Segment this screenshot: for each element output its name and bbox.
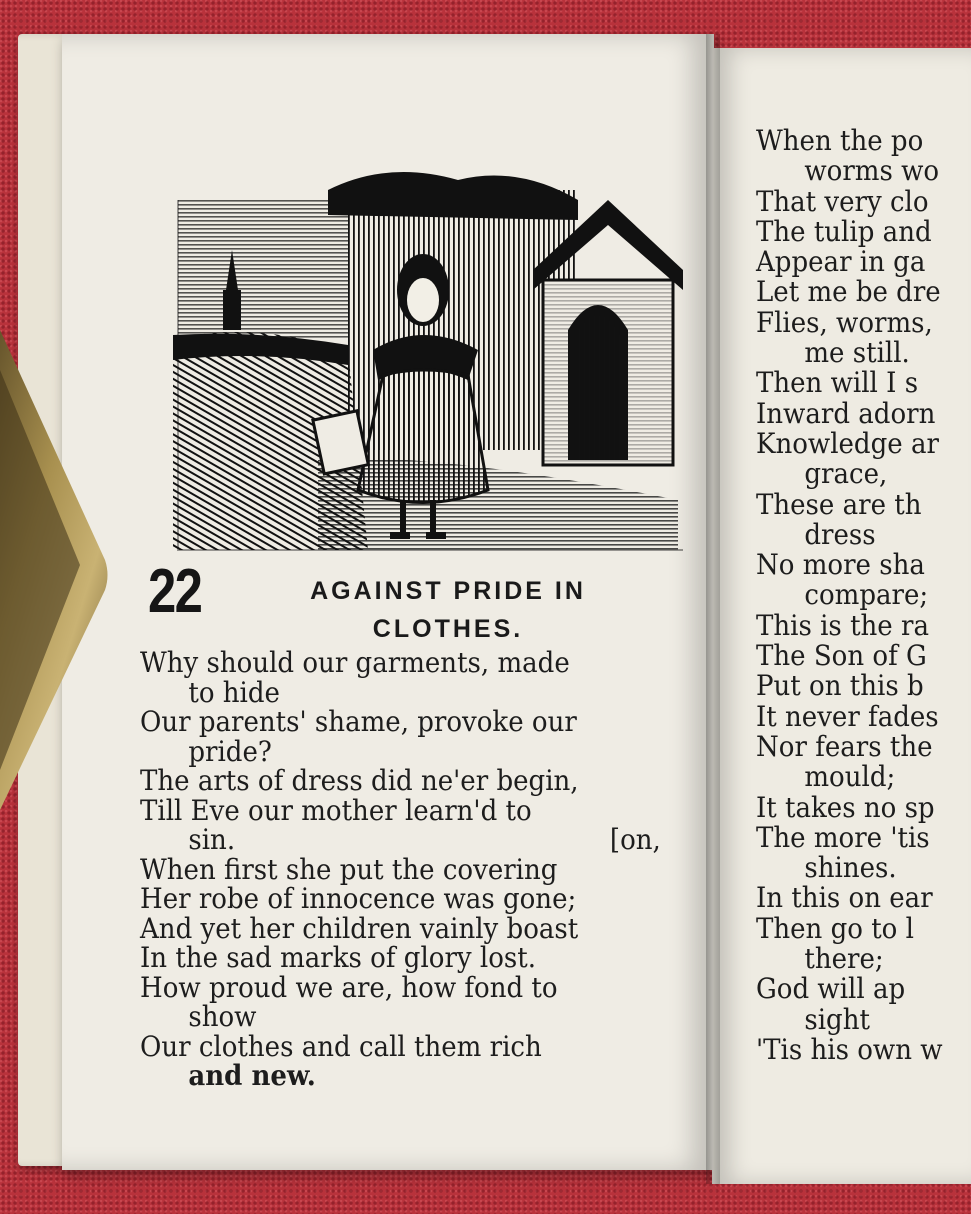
poem-line-text: Why should our garments, made bbox=[140, 646, 570, 679]
poem-line bbox=[140, 825, 661, 855]
poem-line-text: pride? bbox=[188, 734, 272, 768]
poem-line bbox=[140, 943, 661, 973]
poem-line-text: Nor fears the bbox=[756, 729, 933, 763]
poem-line bbox=[756, 156, 971, 186]
poem-line-text: Knowledge ar bbox=[756, 426, 939, 460]
poem-line bbox=[140, 707, 661, 737]
poem-line bbox=[140, 1029, 661, 1063]
poem-line-text: there; bbox=[804, 942, 884, 976]
poem-line-text: It never fades bbox=[756, 699, 939, 733]
poem-line bbox=[140, 911, 661, 945]
poem-line-text: shines. bbox=[804, 851, 897, 885]
poem-line bbox=[140, 884, 661, 914]
poem-line-text: Then will I s bbox=[756, 366, 919, 400]
poem-line bbox=[756, 550, 971, 580]
poem-line-text: me still. bbox=[804, 336, 910, 370]
poem-line-text: And yet her children vainly boast bbox=[140, 911, 579, 945]
poem-line-text: sight bbox=[804, 1002, 870, 1036]
woodcut-illustration bbox=[168, 160, 688, 560]
poem-line-text: and new. bbox=[188, 1059, 316, 1092]
poem-line bbox=[756, 214, 971, 248]
poem-line-text: The Son of G bbox=[756, 639, 927, 673]
poem-line bbox=[756, 459, 971, 489]
poem-line-text: Then go to l bbox=[756, 911, 914, 945]
poem-line bbox=[756, 338, 971, 368]
poem-line bbox=[756, 641, 971, 671]
poem-line-text: mould; bbox=[804, 760, 896, 794]
poem-line bbox=[756, 883, 971, 913]
poem-line bbox=[140, 970, 661, 1004]
poem-line bbox=[756, 911, 971, 945]
poem-line-text: worms wo bbox=[804, 154, 940, 188]
brass-clasp bbox=[0, 330, 110, 810]
poem-line bbox=[756, 126, 971, 156]
poem-line bbox=[140, 1061, 661, 1091]
poem-line-text: When first she put the covering bbox=[140, 852, 558, 886]
poem-line-text: Her robe of innocence was gone; bbox=[140, 882, 577, 915]
poem-line bbox=[756, 729, 971, 763]
poem-line bbox=[140, 734, 661, 768]
poem-line bbox=[756, 671, 971, 701]
poem-line bbox=[756, 699, 971, 733]
poem-line bbox=[140, 1002, 661, 1032]
poem-line bbox=[756, 517, 971, 551]
poem-line-text: Flies, worms, bbox=[756, 305, 933, 339]
poem-line bbox=[140, 675, 661, 709]
poem-line-text: The tulip and bbox=[756, 214, 932, 248]
poem-line-text: to hide bbox=[188, 675, 280, 709]
poem-line bbox=[756, 762, 971, 792]
poem-line bbox=[756, 820, 971, 854]
poem-line-text: No more sha bbox=[756, 548, 925, 582]
hymn-title-line-2: CLOTHES. bbox=[372, 615, 524, 643]
poem-line-text: The more 'tis bbox=[756, 820, 930, 854]
poem-line bbox=[756, 305, 971, 339]
poem-line bbox=[756, 580, 971, 610]
poem-line-text: Appear in ga bbox=[756, 245, 926, 279]
poem-line bbox=[756, 277, 971, 307]
poem-line-text: This is the ra bbox=[756, 608, 929, 642]
poem-line-text: When the po bbox=[756, 124, 924, 157]
poem-line-text: Our clothes and call them rich bbox=[140, 1029, 542, 1063]
poem-line-text: 'Tis his own w bbox=[756, 1032, 943, 1066]
poem-line bbox=[140, 766, 661, 796]
poem-line bbox=[756, 184, 971, 218]
poem-line bbox=[756, 1002, 971, 1036]
poem-line-text: The arts of dress did ne'er begin, bbox=[140, 764, 579, 797]
poem-line bbox=[756, 974, 971, 1004]
poem-line-text: It takes no sp bbox=[756, 790, 935, 824]
poem-line-text: dress bbox=[804, 517, 876, 551]
poem-line-text: God will ap bbox=[756, 972, 906, 1006]
poem-line bbox=[756, 396, 971, 430]
poem-line-text: grace, bbox=[804, 457, 888, 491]
poem-line bbox=[140, 648, 661, 678]
poem-line bbox=[756, 247, 971, 277]
poem-line bbox=[756, 426, 971, 460]
poem-line bbox=[756, 487, 971, 521]
poem-line-text: show bbox=[188, 1000, 257, 1033]
poem-line-text: In the sad marks of glory lost. bbox=[140, 941, 536, 974]
poem-line-text: Our parents' shame, provoke our bbox=[140, 705, 577, 738]
poem-line bbox=[756, 1032, 971, 1066]
poem-line-text: In this on ear bbox=[756, 881, 933, 915]
catchword: [on, bbox=[609, 823, 661, 856]
poem-line bbox=[756, 368, 971, 398]
poem-line-text: Put on this b bbox=[756, 669, 924, 703]
poem-line-text: That very clo bbox=[756, 184, 929, 218]
poem-line bbox=[140, 852, 661, 886]
poem-line-text: How proud we are, how fond to bbox=[140, 970, 558, 1004]
right-page-clip bbox=[712, 48, 971, 1184]
poem-line bbox=[756, 853, 971, 883]
right-page-poem bbox=[756, 126, 971, 1065]
poem-line bbox=[140, 793, 661, 827]
left-page-poem bbox=[140, 648, 661, 1091]
poem-line bbox=[756, 944, 971, 974]
poem-line-text: Inward adorn bbox=[756, 396, 936, 430]
hymn-title-line-1: AGAINST PRIDE IN bbox=[310, 577, 586, 605]
poem-line bbox=[756, 608, 971, 642]
poem-line-text: Let me be dre bbox=[756, 275, 941, 309]
poem-line-text: Till Eve our mother learn'd to bbox=[140, 793, 532, 827]
hymn-title bbox=[248, 572, 648, 648]
hymn-number: 22 bbox=[148, 557, 202, 626]
poem-line bbox=[756, 790, 971, 824]
poem-line-text: compare; bbox=[804, 578, 929, 612]
poem-line-text: These are th bbox=[756, 487, 922, 521]
poem-line-text: sin. bbox=[188, 823, 236, 856]
